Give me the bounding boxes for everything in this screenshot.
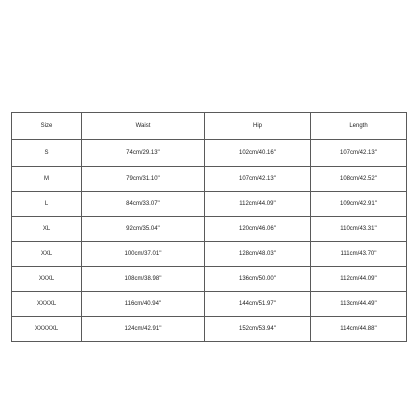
- cell-size: XXXL: [12, 267, 82, 292]
- table-row: [12, 292, 407, 317]
- cell-hip: 128cm/48.03'': [205, 242, 311, 267]
- cell-length: 110cm/43.31'': [311, 217, 407, 242]
- cell-hip: 102cm/40.16'': [205, 140, 311, 167]
- cell-size: XXL: [12, 242, 82, 267]
- header-hip: Hip: [205, 113, 311, 140]
- cell-length: 114cm/44.88'': [311, 317, 407, 342]
- cell-size: XXXXXL: [12, 317, 82, 342]
- table-row: [12, 192, 407, 217]
- header-waist: Waist: [82, 113, 205, 140]
- table-row: [12, 140, 407, 167]
- cell-waist: 116cm/40.94'': [82, 292, 205, 317]
- cell-length: 113cm/44.49'': [311, 292, 407, 317]
- cell-waist: 100cm/37.01'': [82, 242, 205, 267]
- header-size: Size: [12, 113, 82, 140]
- cell-hip: 152cm/53.94'': [205, 317, 311, 342]
- cell-size: XXXXL: [12, 292, 82, 317]
- table-row: [12, 167, 407, 192]
- table-row: [12, 217, 407, 242]
- cell-length: 108cm/42.52'': [311, 167, 407, 192]
- cell-hip: 120cm/46.06'': [205, 217, 311, 242]
- header-row: [12, 113, 407, 140]
- table-row: [12, 317, 407, 342]
- cell-hip: 136cm/50.00'': [205, 267, 311, 292]
- cell-waist: 74cm/29.13'': [82, 140, 205, 167]
- cell-length: 111cm/43.70'': [311, 242, 407, 267]
- cell-size: XL: [12, 217, 82, 242]
- header-length: Length: [311, 113, 407, 140]
- cell-hip: 144cm/51.97'': [205, 292, 311, 317]
- cell-length: 107cm/42.13'': [311, 140, 407, 167]
- table-row: [12, 242, 407, 267]
- cell-length: 109cm/42.91'': [311, 192, 407, 217]
- cell-size: M: [12, 167, 82, 192]
- cell-waist: 84cm/33.07'': [82, 192, 205, 217]
- table-row: [12, 267, 407, 292]
- cell-waist: 108cm/38.98'': [82, 267, 205, 292]
- cell-waist: 92cm/35.04'': [82, 217, 205, 242]
- cell-waist: 79cm/31.10'': [82, 167, 205, 192]
- cell-waist: 124cm/42.91'': [82, 317, 205, 342]
- cell-size: L: [12, 192, 82, 217]
- size-chart-table: [11, 112, 407, 342]
- cell-hip: 112cm/44.09'': [205, 192, 311, 217]
- cell-hip: 107cm/42.13'': [205, 167, 311, 192]
- cell-size: S: [12, 140, 82, 167]
- cell-length: 112cm/44.09'': [311, 267, 407, 292]
